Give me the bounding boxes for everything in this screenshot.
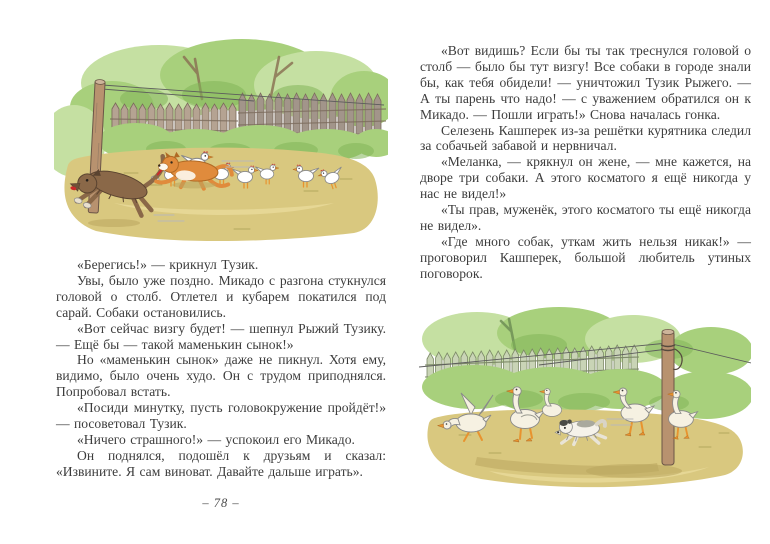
paragraph: Но «маменькин сынок» даже не пикнул. Хотя ему, видимо, было очень худо. Он с трудом приподнялся. Попробовал встать. (56, 352, 386, 400)
page-number: – 78 – (202, 496, 240, 510)
right-page-text (420, 43, 751, 282)
paragraph: Селезень Кашперек из-за решётки курятника следил за собачьей забавой и нервничал. (420, 122, 751, 154)
paragraph: «Вот видишь? Если бы ты так треснулся головой о столб — было бы тут визгу! Все собаки в городе знали бы, как тебя обидели! — уничтожил Тузик Рыжего. — А ты парень что надо! — с уважением обратился он к Микадо. — Пошли играть!» Снова началась гонка. (420, 43, 751, 122)
paragraph: Увы, было уже поздно. Микадо с разгона стукнулся головой о столб. Отлетел и кубарем покатился под сарай. Собаки остановились. (56, 272, 386, 320)
paragraph: «Ты прав, муженёк, этого косматого ты ещё никогда не видел». (420, 202, 751, 233)
illustration-geese-dog (419, 307, 751, 499)
illustration-geese-dog-svg (419, 307, 751, 499)
paragraph: «Берегись!» — крикнул Тузик. (77, 257, 259, 272)
paragraph: Он поднялся, подошёл к друзьям и сказал: «Извините. Я сам виноват. Давайте дальше играть». (56, 447, 386, 479)
paragraph: «Вот сейчас визгу будет! — шепнул Рыжий Тузику. — Ещё бы — такой маменькин сынок!» (56, 320, 386, 352)
paragraph: «Где много собак, уткам жить нельзя никак!» — проговорил Кашперек, большой любитель утиных поговорок. (420, 233, 751, 281)
paragraph: «Посиди минутку, пусть головокружение пройдёт!» — посоветовал Тузик. (56, 400, 386, 432)
paragraph: «Меланка, — крякнул он жене, — мне кажется, на дворе три собаки. А этого косматого я ещё никогда у нас не видел!» (420, 154, 751, 202)
illustration-dogs-chickens (54, 33, 388, 248)
paragraph: «Ничего страшного!» — успокоил его Микадо. (77, 431, 355, 447)
illustration-dogs-chickens-svg (54, 33, 388, 248)
left-page-text (56, 257, 386, 480)
